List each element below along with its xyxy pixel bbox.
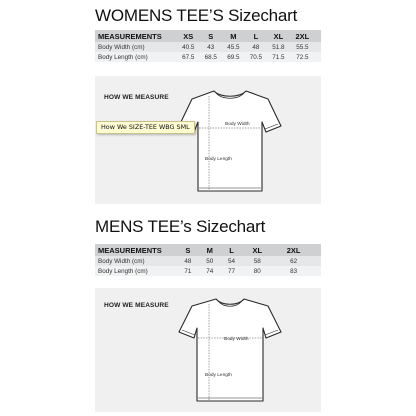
table-cell: 83 [272, 266, 315, 276]
table-cell: 48 [245, 42, 268, 52]
table-cell: 58 [242, 256, 272, 266]
how-we-measure-label: HOW WE MEASURE [104, 302, 169, 309]
body-length-label: Body Length [205, 157, 232, 162]
table-cell: 62 [272, 256, 315, 266]
table-row [95, 42, 321, 52]
table-cell: 72.5 [290, 52, 315, 62]
image-tooltip: How We SIZE-TEE WBG SML [96, 121, 195, 134]
womens-chart-title: WOMENS TEE’S Sizechart [95, 6, 298, 25]
mens-chart-title: MENS TEE’s Sizechart [95, 217, 266, 236]
how-we-measure-label: HOW WE MEASURE [104, 94, 169, 101]
table-cell: 45.5 [222, 42, 245, 52]
table-cell: 68.5 [200, 52, 223, 62]
size-header: 2XL [272, 244, 315, 256]
body-width-label: Body Width [225, 122, 250, 127]
size-header: L [221, 244, 243, 256]
row-spacer [315, 256, 321, 266]
header-spacer [315, 244, 321, 256]
measurements-header: MEASUREMENTS [95, 30, 177, 42]
size-header: M [222, 30, 245, 42]
size-header: S [177, 244, 199, 256]
table-cell: 54 [221, 256, 243, 266]
table-header-row [95, 30, 321, 42]
size-header: XS [177, 30, 200, 42]
table-cell: 51.8 [267, 42, 290, 52]
body-length-label: Body Length [205, 373, 232, 378]
tshirt-diagram-icon [178, 86, 282, 194]
table-cell: 43 [200, 42, 223, 52]
table-row [95, 266, 321, 276]
size-header: 2XL [290, 30, 315, 42]
table-cell: 69.5 [222, 52, 245, 62]
row-spacer [315, 42, 321, 52]
table-cell: 77 [221, 266, 243, 276]
table-cell: 71.5 [267, 52, 290, 62]
header-spacer [315, 30, 321, 42]
mens-size-table [95, 244, 321, 276]
table-cell: 48 [177, 256, 199, 266]
table-cell: 70.5 [245, 52, 268, 62]
row-spacer [315, 266, 321, 276]
table-row [95, 256, 321, 266]
row-label: Body Length (cm) [95, 52, 177, 62]
row-spacer [315, 52, 321, 62]
row-label: Body Width (cm) [95, 42, 177, 52]
table-cell: 71 [177, 266, 199, 276]
table-row [95, 52, 321, 62]
table-cell: 50 [199, 256, 221, 266]
table-header-row [95, 244, 321, 256]
table-cell: 40.5 [177, 42, 200, 52]
row-label: Body Width (cm) [95, 256, 177, 266]
tshirt-diagram-icon [178, 294, 282, 404]
table-cell: 74 [199, 266, 221, 276]
row-label: Body Length (cm) [95, 266, 177, 276]
table-cell: 55.5 [290, 42, 315, 52]
womens-size-table [95, 30, 321, 62]
table-cell: 67.5 [177, 52, 200, 62]
size-header: L [245, 30, 268, 42]
size-header: M [199, 244, 221, 256]
size-header: S [200, 30, 223, 42]
body-width-label: Body Width [224, 337, 249, 342]
size-header: XL [267, 30, 290, 42]
table-cell: 80 [242, 266, 272, 276]
size-header: XL [242, 244, 272, 256]
measurements-header: MEASUREMENTS [95, 244, 177, 256]
